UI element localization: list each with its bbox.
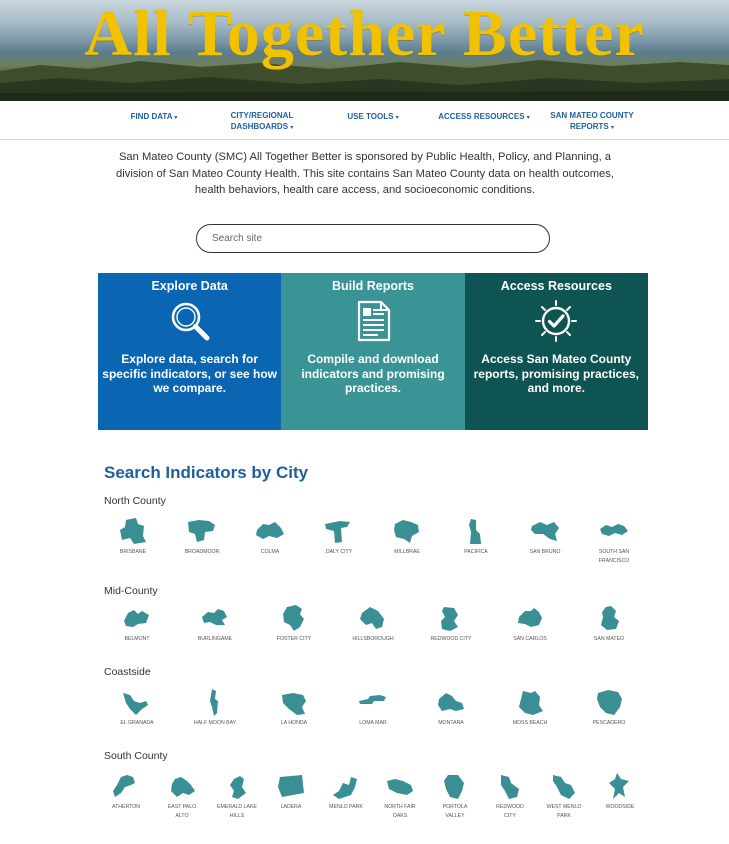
city-map-icon [220, 771, 254, 801]
city-map-icon [493, 771, 527, 801]
city-label: EAST PALO ALTO [167, 804, 197, 819]
city-map-icon [109, 771, 143, 801]
region-title-south-county: South County [104, 750, 168, 762]
city-map-icon [513, 687, 547, 717]
main-nav [0, 101, 729, 140]
caret-down-icon: ▾ [526, 115, 530, 121]
city-label: PESCADERO [592, 720, 626, 726]
region-title-north-county: North County [104, 495, 166, 507]
search-input[interactable] [196, 224, 550, 253]
nav-label: USE TOOLS [347, 112, 394, 121]
city-label: MOSS BEACH [512, 720, 548, 726]
nav-find-data[interactable] [124, 111, 184, 124]
city-map-icon [434, 687, 468, 717]
card-description: Compile and download indicators and promising practices. [301, 352, 445, 395]
card-title: Explore Data [151, 279, 228, 293]
city-tile[interactable] [304, 516, 374, 557]
section-title: Search Indicators by City [104, 463, 309, 482]
city-tile[interactable] [416, 603, 486, 644]
nav-san-mateo-county-reports[interactable] [548, 110, 636, 134]
access-resources-card[interactable] [465, 273, 648, 430]
caret-down-icon: ▾ [610, 125, 614, 131]
city-tile[interactable] [98, 516, 168, 557]
feature-cards [98, 273, 648, 430]
city-label: DALY CITY [325, 549, 353, 555]
caret-down-icon: ▾ [290, 125, 294, 131]
city-tile[interactable] [167, 516, 237, 557]
city-label: COLMA [260, 549, 280, 555]
nav-label-line2: DASHBOARDS [230, 122, 289, 131]
nav-label-line2: REPORTS [570, 122, 609, 131]
city-map-icon [592, 687, 626, 717]
city-map-icon [253, 516, 287, 546]
hero-banner [0, 0, 729, 101]
nav-access-resources[interactable] [436, 111, 532, 124]
city-tile[interactable] [495, 687, 565, 728]
city-tile[interactable] [495, 603, 565, 644]
city-label: BELMONT [124, 636, 150, 642]
city-label: SOUTH SAN FRANCISCO [598, 549, 630, 564]
site-title[interactable]: All Together Better [84, 0, 645, 70]
city-label: BROADMOOR [184, 549, 220, 555]
city-map-icon [513, 603, 547, 633]
checkmark-badge-icon [534, 299, 578, 343]
city-tile[interactable] [441, 516, 511, 557]
card-title: Build Reports [332, 279, 414, 293]
city-label: SAN MATEO [593, 636, 625, 642]
document-icon [351, 299, 395, 343]
city-tile[interactable] [585, 771, 655, 812]
intro-text: San Mateo County (SMC) All Together Better is sponsored by Public Health, Policy, and Planning, a division of San Mateo County Health. This site contains San Mateo County data on health outcomes, health behaviors, health care access, and socioeconomic conditions. [116, 151, 614, 197]
region-title-coastside: Coastside [104, 666, 151, 678]
city-map-icon [597, 516, 631, 546]
city-map-icon [120, 687, 154, 717]
city-map-icon [603, 771, 637, 801]
city-map-icon [198, 687, 232, 717]
city-label: SAN BRUNO [529, 549, 561, 555]
city-label: BURLINGAME [197, 636, 233, 642]
city-label: LADERA [280, 804, 302, 810]
city-label: MENLO PARK [329, 804, 363, 810]
city-map-icon [185, 516, 219, 546]
magnifier-icon [168, 299, 212, 343]
city-map-icon [120, 603, 154, 633]
city-map-icon [528, 516, 562, 546]
nav-label: FIND DATA [130, 112, 173, 121]
caret-down-icon: ▾ [395, 115, 399, 121]
city-map-icon [277, 603, 311, 633]
city-map-icon [438, 771, 472, 801]
nav-label: CITY/REGIONAL [230, 111, 294, 120]
city-map-icon [459, 516, 493, 546]
city-tile[interactable] [180, 687, 250, 728]
city-map-icon [592, 603, 626, 633]
city-tile[interactable] [510, 516, 580, 557]
city-tile[interactable] [338, 687, 408, 728]
card-description: Explore data, search for specific indicators, or see how we compare. [102, 352, 278, 395]
card-title: Access Resources [500, 279, 612, 293]
city-label: EL GRANADA [120, 720, 154, 726]
nav-city-regional-dashboards[interactable] [222, 110, 302, 134]
city-label: LOMA MAR [359, 720, 387, 726]
city-tile[interactable] [372, 516, 442, 557]
city-label: REDWOOD CITY [496, 804, 524, 819]
city-tile[interactable] [574, 603, 644, 644]
city-tile[interactable] [259, 687, 329, 728]
city-label: WEST MENLO PARK [546, 804, 582, 819]
explore-data-card[interactable] [98, 273, 281, 430]
city-label: NORTH FAIR OAKS [384, 804, 416, 819]
city-map-icon [274, 771, 308, 801]
city-label: FOSTER CITY [276, 636, 312, 642]
city-tile[interactable] [259, 603, 329, 644]
city-map-icon [356, 687, 390, 717]
city-label: REDWOOD CITY [430, 636, 472, 642]
city-map-icon [356, 603, 390, 633]
city-tile[interactable] [574, 687, 644, 728]
city-label: PORTOLA VALLEY [442, 804, 468, 819]
city-map-icon [383, 771, 417, 801]
nav-label: ACCESS RESOURCES [438, 112, 525, 121]
city-tile[interactable] [102, 603, 172, 644]
city-label: BRISBANE [119, 549, 147, 555]
city-map-icon [390, 516, 424, 546]
caret-down-icon: ▾ [174, 115, 178, 121]
city-tile[interactable] [338, 603, 408, 644]
city-map-icon [198, 603, 232, 633]
city-label: HALF MOON BAY [193, 720, 237, 726]
city-label: MONTARA [438, 720, 464, 726]
city-label: WOODSIDE [605, 804, 635, 810]
city-label: EMERALD LAKE HILLS [217, 804, 257, 819]
city-map-icon [322, 516, 356, 546]
nav-use-tools[interactable] [343, 111, 403, 124]
city-label: ATHERTON [112, 804, 140, 810]
nav-label: SAN MATEO COUNTY [550, 111, 634, 120]
city-map-icon [547, 771, 581, 801]
city-map-icon [434, 603, 468, 633]
city-tile[interactable] [416, 687, 486, 728]
card-description: Access San Mateo County reports, promising practices, and more. [473, 352, 640, 395]
city-tile[interactable] [579, 516, 649, 565]
build-reports-card[interactable] [281, 273, 464, 430]
region-title-mid-county: Mid-County [104, 585, 158, 597]
city-map-icon [329, 771, 363, 801]
city-label: PACIFICA [464, 549, 488, 555]
city-label: SAN CARLOS [513, 636, 547, 642]
city-map-icon [277, 687, 311, 717]
city-label: MILLBRAE [394, 549, 420, 555]
city-label: HILLSBOROUGH [352, 636, 394, 642]
city-map-icon [165, 771, 199, 801]
city-tile[interactable] [235, 516, 305, 557]
city-map-icon [116, 516, 150, 546]
city-label: LA HONDA [280, 720, 308, 726]
city-tile[interactable] [180, 603, 250, 644]
city-tile[interactable] [102, 687, 172, 728]
